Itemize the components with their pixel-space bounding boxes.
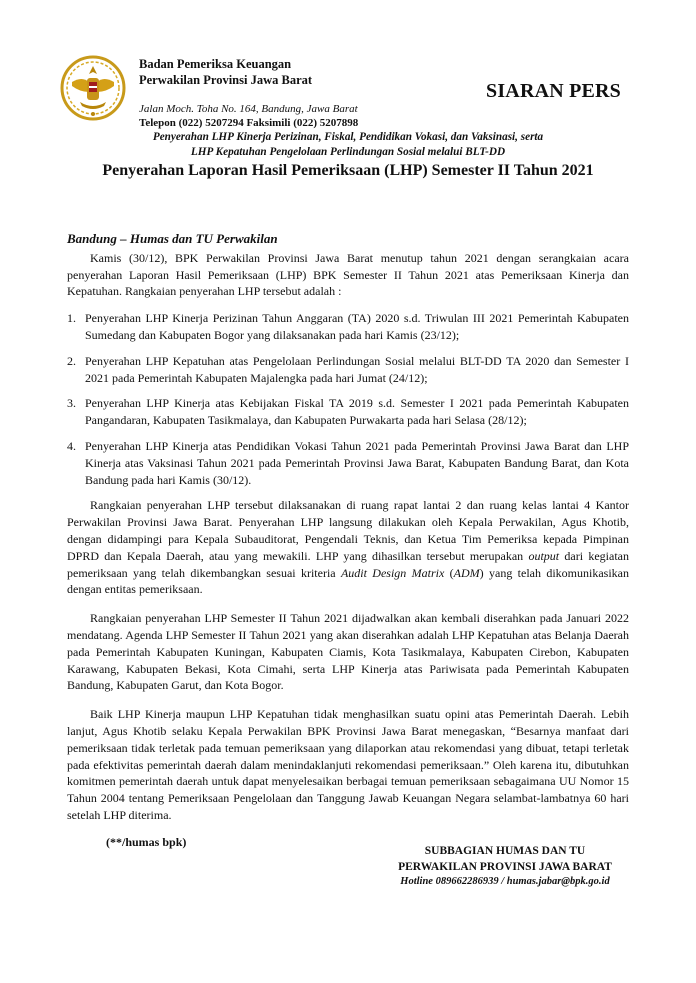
signature-block (380, 843, 630, 888)
contact-info: Hotline 089662286939 / humas.jabar@bpk.go.id (400, 876, 610, 887)
list-number: 1. (67, 311, 76, 326)
list-number: 3. (67, 396, 76, 411)
paragraph-statement: Baik LHP Kinerja maupun LHP Kepatuhan tidak menghasilkan suatu opini atas Pemerintah Daerah. Lebih lanjut, Agus Khotib selaku Kepala Perwakilan BPK Provinsi Jawa Barat menegaskan, “Besarnya manfaat dari pemeriksaan tidak terletak pada temuan pemeriksaan yang dilaporkan atau rekomendasi yang dibuat, tetapi terletak pada efektivitas pemerintah daerah dalam menindaklanjuti rekomendasi pemeriksaan.” Oleh karena itu, dibutuhkan komitmen pemerintah daerah untuk dapat menyelesaikan berbagai temuan pemeriksaan sebagaimana UU Nomor 15 Tahun 2004 tentang Pemeriksaan Pengelolaan dan Tanggung Jawab Keuangan Negara selambat-lambatnya 60 hari setelah LHP diterima. (67, 707, 629, 822)
page-title: Penyerahan Laporan Hasil Pemeriksaan (LHP) Semester II Tahun 2021 (102, 162, 594, 179)
list-number: 2. (67, 353, 76, 368)
org-division: Perwakilan Provinsi Jawa Barat (139, 73, 313, 87)
list-text: Penyerahan LHP Kinerja atas Pendidikan Vokasi Tahun 2021 pada Pemerintah Provinsi Jawa Barat dan LHP Kinerja atas Vaksinasi Tahun 2021 pada Pemerintah Provinsi Jawa Barat, Kabupaten Bandung Barat, dan Kota Bandung pada hari Kamis (30/12). (85, 438, 629, 487)
paragraph-schedule: Rangkaian penyerahan LHP Semester II Tahun 2021 dijadwalkan akan kembali diserahkan pada Januari 2022 mendatang. Agenda LHP Semester II Tahun 2021 yang akan diserahkan adalah LHP Kepatuhan atas Belanja Daerah pada Pemerintah Kabupaten Kuningan, Kabupaten Ciamis, Kota Tasikmalaya, Kabupaten Cirebon, Kabupaten Karawang, Kabupaten Bekasi, Kota Cimahi, serta LHP Kinerja atas Pariwisata pada Pemerintah Kabupaten Bandung, Kabupaten Garut, dan Kota Bogor. (67, 611, 629, 693)
garuda-emblem-icon (60, 52, 126, 124)
paragraph-venue: Rangkaian penyerahan LHP tersebut dilaksanakan di ruang rapat lantai 2 dan ruang kelas lantai 4 Kantor Perwakilan Provinsi Jawa Barat. Penyerahan LHP langsung dilakukan oleh Kepala Perwakilan, Agus Khotib, dengan didampingi para Kepala Subauditorat, Pengendali Teknis, dan Ketua Tim Pemeriksa kepada Pimpinan DPRD dan Kepala Daerah, atau yang mewakili. LHP yang dihasilkan tersebut merupakan output dari kegiatan pemeriksaan yang telah dikembangkan sesuai kriteria Audit Design Matrix (ADM) yang telah dikomunikasikan dengan entitas pemeriksaan. (67, 498, 630, 597)
list-text: Penyerahan LHP Kepatuhan atas Pengelolaan Perlindungan Sosial melalui BLT-DD TA 2020 dan Semester I 2021 pada Pemerintah Kabupaten Majalengka pada hari Jumat (24/12); (85, 353, 629, 385)
dateline: Bandung – Humas dan TU Perwakilan (67, 231, 278, 246)
list-item (67, 438, 629, 488)
signature-office: PERWAKILAN PROVINSI JAWA BARAT (398, 861, 612, 873)
list-text: Penyerahan LHP Kinerja atas Kebijakan Fiskal TA 2019 s.d. Semester I 2021 pada Pemerintah Kabupaten Pangandaran, Kabupaten Tasikmalaya, dan Kabupaten Purwakarta pada hari Selasa (28/12); (85, 396, 629, 428)
list-text: Penyerahan LHP Kinerja Perizinan Tahun Anggaran (TA) 2020 s.d. Triwulan III 2021 Pemerintah Kabupaten Sumedang dan Kabupaten Bogor yang dilaksanakan pada hari Kamis (23/12); (85, 311, 629, 342)
org-address: Jalan Moch. Toha No. 164, Bandung, Jawa Barat (139, 103, 358, 115)
article-body (67, 231, 629, 851)
organization-block (139, 56, 358, 130)
handover-list (67, 310, 629, 488)
subtitle-line-1: Penyerahan LHP Kinerja Perizinan, Fiskal, Pendidikan Vokasi, dan Vaksinasi, serta (152, 131, 544, 143)
list-item (67, 310, 629, 344)
list-number: 4. (67, 438, 76, 453)
intro-paragraph: Kamis (30/12), BPK Perwakilan Provinsi Jawa Barat menutup tahun 2021 dengan serangkaian acara penyerahan Laporan Hasil Pemeriksaan (LHP) BPK Semester II Tahun 2021 atas Pemeriksaan Kinerja dan Kepatuhan. Rangkaian penyerahan LHP tersebut adalah : (67, 250, 629, 299)
closing-tag: (**/humas bpk) (106, 834, 187, 849)
signature-unit: SUBBAGIAN HUMAS DAN TU (424, 845, 586, 857)
subtitle-line-2: LHP Kepatuhan Pengelolaan Perlindungan Sosial melalui BLT-DD (190, 146, 506, 158)
org-name: Badan Pemeriksa Keuangan (139, 57, 292, 71)
list-item (67, 395, 629, 429)
org-phone: Telepon (022) 5207294 Faksimili (022) 5207898 (139, 117, 359, 129)
document-type: SIARAN PERS (486, 80, 622, 102)
list-item (67, 353, 629, 387)
